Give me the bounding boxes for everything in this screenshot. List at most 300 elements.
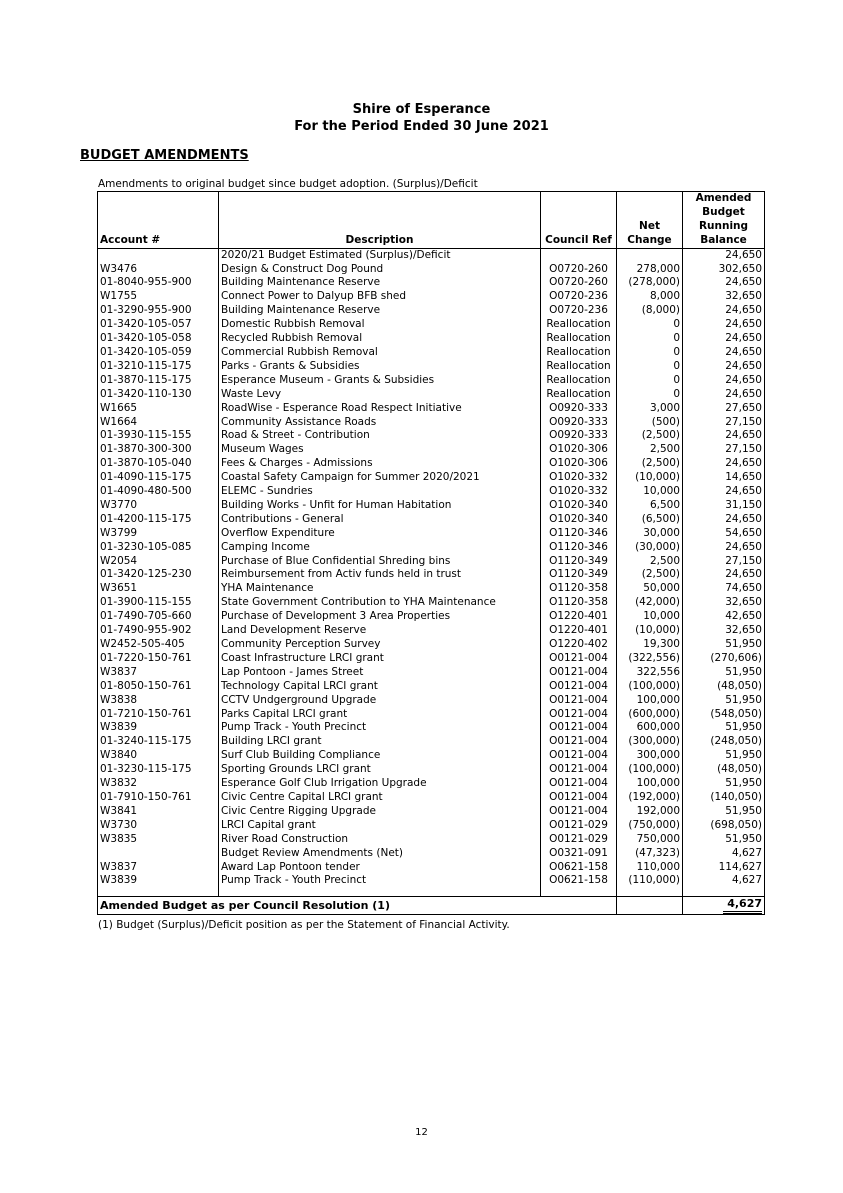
cell-description: Esperance Museum - Grants & Subsidies (219, 374, 541, 388)
cell-council-ref: O1020-340 (541, 499, 617, 513)
cell-net-change: (2,500) (617, 568, 683, 582)
cell-description: Budget Review Amendments (Net) (219, 847, 541, 861)
table-row (98, 833, 765, 847)
cell-council-ref: O1220-401 (541, 610, 617, 624)
cell-net-change: 8,000 (617, 290, 683, 304)
cell-council-ref: Reallocation (541, 318, 617, 332)
cell-council-ref (541, 248, 617, 262)
cell-balance: 114,627 (683, 861, 765, 875)
cell-account: 01-7220-150-761 (98, 652, 219, 666)
cell-description: Technology Capital LRCI grant (219, 680, 541, 694)
cell-net-change: (300,000) (617, 735, 683, 749)
cell-description: Coast Infrastructure LRCI grant (219, 652, 541, 666)
cell-description: Fees & Charges - Admissions (219, 457, 541, 471)
cell-account: W3837 (98, 861, 219, 875)
cell-balance: 4,627 (683, 847, 765, 861)
cell-balance: 14,650 (683, 471, 765, 485)
cell-account: W3799 (98, 527, 219, 541)
table-row (98, 346, 765, 360)
cell-balance: 32,650 (683, 596, 765, 610)
table-row (98, 248, 765, 262)
cell-council-ref: O0121-004 (541, 791, 617, 805)
cell-balance: 74,650 (683, 582, 765, 596)
cell-council-ref: O0321-091 (541, 847, 617, 861)
header-net-line1: Net (639, 219, 660, 232)
cell-balance: 27,150 (683, 416, 765, 430)
cell-council-ref: O1020-306 (541, 457, 617, 471)
cell-net-change: (2,500) (617, 457, 683, 471)
table-row (98, 666, 765, 680)
header-account: Account # (98, 192, 219, 249)
table-row (98, 847, 765, 861)
cell-description: Contributions - General (219, 513, 541, 527)
cell-net-change: 10,000 (617, 485, 683, 499)
cell-account: 01-3230-105-085 (98, 541, 219, 555)
cell-net-change: (30,000) (617, 541, 683, 555)
cell-description: Pump Track - Youth Precinct (219, 874, 541, 888)
table-row (98, 708, 765, 722)
cell-account: W1664 (98, 416, 219, 430)
cell-net-change: (750,000) (617, 819, 683, 833)
total-row (98, 897, 765, 915)
table-row (98, 471, 765, 485)
cell-net-change: 300,000 (617, 749, 683, 763)
cell-council-ref: O0720-260 (541, 276, 617, 290)
cell-council-ref: Reallocation (541, 332, 617, 346)
header-amended-line2: Budget (702, 205, 745, 218)
cell-net-change: (6,500) (617, 513, 683, 527)
cell-description: River Road Construction (219, 833, 541, 847)
cell-net-change: (600,000) (617, 708, 683, 722)
cell-balance: (270,606) (683, 652, 765, 666)
cell-council-ref: O0720-236 (541, 304, 617, 318)
cell-net-change: (278,000) (617, 276, 683, 290)
cell-description: Museum Wages (219, 443, 541, 457)
cell-description: Road & Street - Contribution (219, 429, 541, 443)
section-heading: BUDGET AMENDMENTS (80, 148, 249, 163)
cell-account: 01-3930-115-155 (98, 429, 219, 443)
cell-account: 01-3210-115-175 (98, 360, 219, 374)
table-row (98, 861, 765, 875)
cell-description: Pump Track - Youth Precinct (219, 721, 541, 735)
table-row (98, 527, 765, 541)
cell-balance: 24,650 (683, 318, 765, 332)
cell-description: Civic Centre Capital LRCI grant (219, 791, 541, 805)
table-row (98, 485, 765, 499)
cell-net-change: 10,000 (617, 610, 683, 624)
cell-council-ref: O0121-004 (541, 805, 617, 819)
table-row (98, 805, 765, 819)
cell-balance: (248,050) (683, 735, 765, 749)
cell-net-change: (8,000) (617, 304, 683, 318)
cell-council-ref: O0121-004 (541, 708, 617, 722)
cell-account: W3770 (98, 499, 219, 513)
cell-council-ref: O1120-358 (541, 582, 617, 596)
cell-net-change: 0 (617, 318, 683, 332)
cell-council-ref: O0121-004 (541, 680, 617, 694)
cell-net-change: (192,000) (617, 791, 683, 805)
cell-description: Waste Levy (219, 388, 541, 402)
cell-balance: (548,050) (683, 708, 765, 722)
cell-council-ref: Reallocation (541, 374, 617, 388)
table-row (98, 777, 765, 791)
cell-account (98, 847, 219, 861)
total-value-cell (683, 897, 765, 915)
cell-description: CCTV Undgerground Upgrade (219, 694, 541, 708)
cell-net-change: (110,000) (617, 874, 683, 888)
header-description: Description (219, 192, 541, 249)
budget-amendments-table (97, 191, 765, 915)
table-row (98, 276, 765, 290)
cell-account (98, 248, 219, 262)
cell-council-ref: O1020-332 (541, 485, 617, 499)
cell-balance: 51,950 (683, 666, 765, 680)
cell-account: 01-3420-125-230 (98, 568, 219, 582)
table-header-row (98, 192, 765, 249)
spacer-row (98, 888, 765, 897)
table-row (98, 694, 765, 708)
cell-net-change: 0 (617, 388, 683, 402)
cell-balance: 24,650 (683, 457, 765, 471)
cell-description: Sporting Grounds LRCI grant (219, 763, 541, 777)
table-row (98, 735, 765, 749)
cell-description: Civic Centre Rigging Upgrade (219, 805, 541, 819)
cell-account: 01-7210-150-761 (98, 708, 219, 722)
cell-balance: 24,650 (683, 304, 765, 318)
cell-account: 01-4090-480-500 (98, 485, 219, 499)
cell-account: 01-8040-955-900 (98, 276, 219, 290)
cell-description: Building Works - Unfit for Human Habitation (219, 499, 541, 513)
cell-account: W3839 (98, 721, 219, 735)
table-row (98, 374, 765, 388)
document-period: For the Period Ended 30 June 2021 (294, 119, 549, 134)
cell-description: Recycled Rubbish Removal (219, 332, 541, 346)
table-row (98, 874, 765, 888)
cell-balance: 51,950 (683, 638, 765, 652)
cell-description: Connect Power to Dalyup BFB shed (219, 290, 541, 304)
cell-net-change: 0 (617, 360, 683, 374)
cell-balance: (140,050) (683, 791, 765, 805)
table-row (98, 416, 765, 430)
cell-description: Domestic Rubbish Removal (219, 318, 541, 332)
cell-council-ref: O0621-158 (541, 861, 617, 875)
cell-account: 01-8050-150-761 (98, 680, 219, 694)
cell-description: Land Development Reserve (219, 624, 541, 638)
table-row (98, 388, 765, 402)
cell-description: Overflow Expenditure (219, 527, 541, 541)
table-row (98, 360, 765, 374)
header-amended-line4: Balance (700, 233, 747, 246)
table-row (98, 680, 765, 694)
cell-council-ref: O1020-332 (541, 471, 617, 485)
table-row (98, 791, 765, 805)
cell-description: Purchase of Development 3 Area Properties (219, 610, 541, 624)
cell-net-change: 600,000 (617, 721, 683, 735)
cell-net-change: (2,500) (617, 429, 683, 443)
cell-net-change: 30,000 (617, 527, 683, 541)
total-value: 4,627 (723, 897, 762, 914)
cell-net-change: (500) (617, 416, 683, 430)
cell-balance: 31,150 (683, 499, 765, 513)
cell-council-ref: O0121-004 (541, 694, 617, 708)
cell-council-ref: O0720-260 (541, 263, 617, 277)
cell-account: 01-3870-115-175 (98, 374, 219, 388)
cell-net-change: 0 (617, 332, 683, 346)
table-row (98, 429, 765, 443)
table-row (98, 638, 765, 652)
cell-account: 01-7490-955-902 (98, 624, 219, 638)
table-row (98, 332, 765, 346)
cell-net-change: 192,000 (617, 805, 683, 819)
cell-account: W3476 (98, 263, 219, 277)
table-row (98, 541, 765, 555)
table-row (98, 568, 765, 582)
cell-balance: 24,650 (683, 276, 765, 290)
cell-description: ELEMC - Sundries (219, 485, 541, 499)
cell-account: W3838 (98, 694, 219, 708)
cell-account: W3835 (98, 833, 219, 847)
cell-net-change: (42,000) (617, 596, 683, 610)
table-row (98, 624, 765, 638)
table-body (98, 248, 765, 888)
cell-description: Parks Capital LRCI grant (219, 708, 541, 722)
cell-net-change: (100,000) (617, 680, 683, 694)
header-amended-balance (683, 192, 765, 249)
cell-balance: 24,650 (683, 360, 765, 374)
cell-net-change: 0 (617, 346, 683, 360)
cell-net-change: 3,000 (617, 402, 683, 416)
cell-account: W3839 (98, 874, 219, 888)
cell-balance: 24,650 (683, 485, 765, 499)
cell-balance: (698,050) (683, 819, 765, 833)
cell-description: Esperance Golf Club Irrigation Upgrade (219, 777, 541, 791)
cell-net-change: 100,000 (617, 694, 683, 708)
cell-net-change: 2,500 (617, 555, 683, 569)
table-row (98, 499, 765, 513)
cell-balance: (48,050) (683, 763, 765, 777)
cell-account: 01-7910-150-761 (98, 791, 219, 805)
cell-council-ref: O0920-333 (541, 429, 617, 443)
cell-account: 01-3420-110-130 (98, 388, 219, 402)
cell-description: Building Maintenance Reserve (219, 304, 541, 318)
cell-account: W2054 (98, 555, 219, 569)
cell-net-change: 19,300 (617, 638, 683, 652)
cell-council-ref: O1120-358 (541, 596, 617, 610)
cell-account: 01-3420-105-059 (98, 346, 219, 360)
cell-balance: 24,650 (683, 332, 765, 346)
cell-council-ref: Reallocation (541, 388, 617, 402)
cell-council-ref: O0121-004 (541, 777, 617, 791)
cell-description: Reimbursement from Activ funds held in trust (219, 568, 541, 582)
header-net-change (617, 192, 683, 249)
cell-council-ref: O0121-004 (541, 763, 617, 777)
cell-balance: 51,950 (683, 694, 765, 708)
cell-council-ref: Reallocation (541, 360, 617, 374)
table-row (98, 819, 765, 833)
cell-account: W1665 (98, 402, 219, 416)
cell-council-ref: O1120-346 (541, 541, 617, 555)
cell-net-change: 750,000 (617, 833, 683, 847)
cell-account: W1755 (98, 290, 219, 304)
table-row (98, 263, 765, 277)
cell-description: Commercial Rubbish Removal (219, 346, 541, 360)
cell-council-ref: O0621-158 (541, 874, 617, 888)
cell-account: W2452-505-405 (98, 638, 219, 652)
cell-net-change: (10,000) (617, 624, 683, 638)
cell-balance: 51,950 (683, 777, 765, 791)
cell-description: Coastal Safety Campaign for Summer 2020/2021 (219, 471, 541, 485)
cell-council-ref: O0121-004 (541, 721, 617, 735)
table-row (98, 763, 765, 777)
cell-balance: 51,950 (683, 749, 765, 763)
cell-balance: 24,650 (683, 568, 765, 582)
table-row (98, 555, 765, 569)
cell-account: 01-3420-105-058 (98, 332, 219, 346)
table-row (98, 402, 765, 416)
cell-balance: 24,650 (683, 248, 765, 262)
table-row (98, 652, 765, 666)
cell-account: 01-3900-115-155 (98, 596, 219, 610)
cell-council-ref: O1120-349 (541, 555, 617, 569)
cell-net-change: (10,000) (617, 471, 683, 485)
cell-net-change: 6,500 (617, 499, 683, 513)
cell-council-ref: O0121-029 (541, 819, 617, 833)
document-title: Shire of Esperance (352, 102, 491, 117)
cell-description: 2020/21 Budget Estimated (Surplus)/Deficit (219, 248, 541, 262)
cell-balance: 24,650 (683, 541, 765, 555)
cell-account: 01-3230-115-175 (98, 763, 219, 777)
cell-account: W3730 (98, 819, 219, 833)
cell-council-ref: O0920-333 (541, 416, 617, 430)
cell-net-change: 0 (617, 374, 683, 388)
cell-account: 01-4090-115-175 (98, 471, 219, 485)
cell-net-change: 50,000 (617, 582, 683, 596)
table-row (98, 304, 765, 318)
cell-balance: 32,650 (683, 624, 765, 638)
cell-balance: 24,650 (683, 374, 765, 388)
cell-net-change: (47,323) (617, 847, 683, 861)
cell-description: LRCI Capital grant (219, 819, 541, 833)
header-council-ref: Council Ref (541, 192, 617, 249)
header-amended-line3: Running (698, 219, 749, 232)
cell-net-change: 278,000 (617, 263, 683, 277)
cell-description: Award Lap Pontoon tender (219, 861, 541, 875)
cell-balance: 54,650 (683, 527, 765, 541)
cell-balance: 27,150 (683, 555, 765, 569)
cell-council-ref: O1020-340 (541, 513, 617, 527)
cell-balance: 27,650 (683, 402, 765, 416)
table-row (98, 721, 765, 735)
header-amended-line1: Amended (695, 192, 752, 204)
cell-account: W3841 (98, 805, 219, 819)
cell-council-ref: O1120-346 (541, 527, 617, 541)
cell-account: 01-7490-705-660 (98, 610, 219, 624)
cell-balance: 24,650 (683, 429, 765, 443)
table-row (98, 290, 765, 304)
cell-balance: 24,650 (683, 388, 765, 402)
cell-description: Purchase of Blue Confidential Shreding bins (219, 555, 541, 569)
header-net-line2: Change (627, 233, 672, 246)
total-label: Amended Budget as per Council Resolution (1) (98, 897, 617, 915)
cell-account: 01-3870-300-300 (98, 443, 219, 457)
cell-description: Building LRCI grant (219, 735, 541, 749)
cell-account: W3832 (98, 777, 219, 791)
cell-net-change: 322,556 (617, 666, 683, 680)
total-empty (617, 897, 683, 915)
cell-account: 01-4200-115-175 (98, 513, 219, 527)
intro-text: Amendments to original budget since budget adoption. (Surplus)/Deficit (98, 178, 478, 190)
cell-account: W3651 (98, 582, 219, 596)
footnote: (1) Budget (Surplus)/Deficit position as per the Statement of Financial Activity. (98, 919, 510, 931)
page-number: 12 (415, 1127, 428, 1138)
cell-account: 01-3870-105-040 (98, 457, 219, 471)
table-row (98, 513, 765, 527)
cell-account: 01-3240-115-175 (98, 735, 219, 749)
cell-account: W3840 (98, 749, 219, 763)
cell-balance: 51,950 (683, 805, 765, 819)
table-row (98, 596, 765, 610)
cell-description: Design & Construct Dog Pound (219, 263, 541, 277)
cell-council-ref: O0121-004 (541, 652, 617, 666)
cell-council-ref: O1220-401 (541, 624, 617, 638)
cell-council-ref: O1120-349 (541, 568, 617, 582)
cell-account: W3837 (98, 666, 219, 680)
table-row (98, 749, 765, 763)
cell-account: 01-3420-105-057 (98, 318, 219, 332)
cell-balance: 42,650 (683, 610, 765, 624)
cell-balance: 24,650 (683, 513, 765, 527)
table-row (98, 443, 765, 457)
cell-net-change: 100,000 (617, 777, 683, 791)
cell-description: Camping Income (219, 541, 541, 555)
cell-description: Lap Pontoon - James Street (219, 666, 541, 680)
cell-description: Community Assistance Roads (219, 416, 541, 430)
cell-net-change (617, 248, 683, 262)
cell-description: YHA Maintenance (219, 582, 541, 596)
cell-net-change: (322,556) (617, 652, 683, 666)
cell-council-ref: O0720-236 (541, 290, 617, 304)
cell-description: Parks - Grants & Subsidies (219, 360, 541, 374)
cell-description: RoadWise - Esperance Road Respect Initiative (219, 402, 541, 416)
cell-balance: 302,650 (683, 263, 765, 277)
cell-council-ref: O0121-004 (541, 749, 617, 763)
cell-description: Community Perception Survey (219, 638, 541, 652)
table-row (98, 610, 765, 624)
cell-balance: 51,950 (683, 721, 765, 735)
cell-council-ref: Reallocation (541, 346, 617, 360)
cell-net-change: 2,500 (617, 443, 683, 457)
cell-council-ref: O1220-402 (541, 638, 617, 652)
table-row (98, 582, 765, 596)
cell-net-change: 110,000 (617, 861, 683, 875)
cell-balance: 4,627 (683, 874, 765, 888)
cell-net-change: (100,000) (617, 763, 683, 777)
cell-description: Surf Club Building Compliance (219, 749, 541, 763)
cell-account: 01-3290-955-900 (98, 304, 219, 318)
cell-council-ref: O0920-333 (541, 402, 617, 416)
cell-council-ref: O0121-029 (541, 833, 617, 847)
cell-balance: 32,650 (683, 290, 765, 304)
table-row (98, 457, 765, 471)
table-row (98, 318, 765, 332)
cell-balance: 51,950 (683, 833, 765, 847)
cell-council-ref: O0121-004 (541, 666, 617, 680)
cell-council-ref: O0121-004 (541, 735, 617, 749)
cell-balance: (48,050) (683, 680, 765, 694)
cell-balance: 24,650 (683, 346, 765, 360)
cell-description: Building Maintenance Reserve (219, 276, 541, 290)
cell-council-ref: O1020-306 (541, 443, 617, 457)
